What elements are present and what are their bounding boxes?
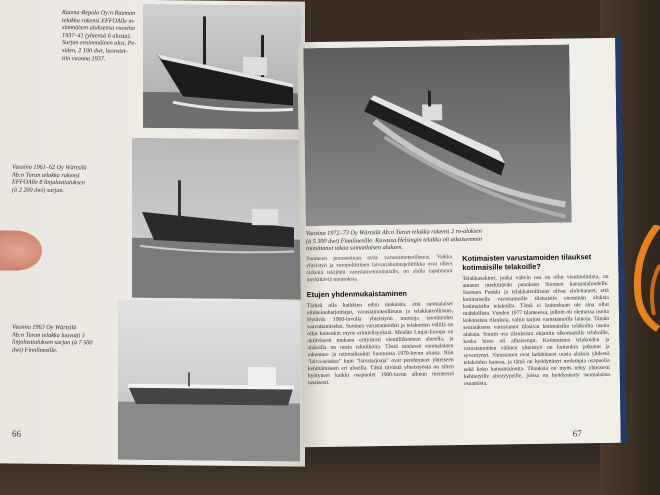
caption-1-title: Rauma-Repola Oy:n Rauman <box>62 9 136 17</box>
column-body-2: Telakkasektori, jonka vahvin osa on ollut vientitoiminta, on antanut merkittävän panoksen Suomen kansantaloudelle. Suomen Pankki ja telakkateollisuus olivat ehdottaneet, että kotimaiselle varustamoille tilattaisiin enemmän aluksia kotimaisilta telakoilta. Tämä ei kuitenkaan ole aina ollut mahdollista. Vuoden 1977 tilanteessa, jolloin oli olemassa useita kokonaisia tilauksia, valtio tarjosi varustamoille lainoja. Tämän seurauksena varustamot tilasivat kotimaisilta telakoilta useita aluksia. Suurin osa tilauksista ohjattiin ulkomaisille telakoille, koska hinta oli alhaisempi. Kotimaisten telakoiden ja varustamoiden välinen yhteistyö on kuitenkin jatkunut ja syventynyt. Varustamot ovat kehittäneet uusia aluksia yhdessä telakoiden kanssa, ja tämä on hyödyttänyt molempia osapuolia sekä koko kansantaloutta. Tilauksia on myös tehty yhteisesti kehitetyille alustyypeille, joissa on hyödynnetty suomalaista osaamista. <box>462 273 610 387</box>
column-intro: Suomeen perustettuun teräs varustamoteollisuus. Vaikka yhteistyö ja veropoliittinen laivanrahoituspolitiikka ovat olleet tärkeitä tekijöitä varustamotoiminnalle, on alalla tapahtunut merkittäviä muutoksia. <box>306 254 453 284</box>
section-heading-1: Etujen yhdenmukaistaminen <box>306 288 407 300</box>
scissors-icon <box>624 225 660 335</box>
right-page <box>297 38 627 447</box>
section-heading-2: Kotimaisten varustamoiden tilaukset kotimaisille telakoille? <box>462 252 592 272</box>
caption-3 <box>12 324 117 355</box>
caption-1 <box>62 9 140 63</box>
hand-finger <box>0 230 42 271</box>
right-text-column <box>462 252 610 434</box>
caption-4-body: (à 5 300 dwt) Finnlinesille. Kuvassa Helsingin telakka oli aikaisemmin toimittanut takaa samanlaisen aluksen. <box>305 235 482 253</box>
caption-3-body: Ab:n Turun telakka luovutti 5 linjalastialuksen sarjan (à 7 500 dwt) Finnlinesille. <box>12 331 93 354</box>
page-number-right: 67 <box>572 428 582 439</box>
caption-4 <box>306 226 606 253</box>
column-body-1: Tärkeä olla kaikkien edun mukaista, että suomalaiset elinkeinoharjoittajat, varustamoteollisuus ja telakkateollisuus, löytävät 1960-luvulla yhteistyön muotoja tavoitteiden saavuttamiseksi. Suomen varustamoiden ja telakoiden välillä on ollut kuitenkin myös erimielisyyksiä. Meidän Linjat-Europa on aktiivisesti mukana erityisesti vientiliikenteen alueella, ja aluksilla on uusia tekniikoita. Tässä mielessä suomalainen rakennus- ja rationalisointi Suomessa 1970-luvun alussa. Niin "laiva-asiakas" kuin "laivatarjoaja" ovat perehtyneet yhteiseen kehittämiseen eri alueilla. Tästä tiiviistä yhteistyöstä on sitten hyötyneet kaikki osapuolet 1980-luvun alkuun mennessä tasaisesti. <box>306 301 454 387</box>
page-number-left: 66 <box>12 428 21 439</box>
caption-2-body: Ab:n Turun telakka rakensi EFFOAlle 8 linjalastialuksen (à 2 200 dwt) sarjan. <box>12 171 85 194</box>
caption-1-body: telakka rakensi EFFOAlle m- simmäisen aluksensa vuosina 1937–41 (yhtensä 6 alusta). Sarjan ensimmäinen alus, Pe- siden, 2 100 dwt, luovutet- tiin vuonna 1937. <box>62 16 137 63</box>
ship-photo-2 <box>132 138 302 300</box>
caption-2 <box>12 164 130 196</box>
caption-4-title: Vuosina 1972–73 Oy Wärtsilä Ab:n Turun telakka rakensi 2 ro-aluksen <box>305 227 482 238</box>
caption-3-title: Vuonna 1963 Oy Wärtsilä <box>12 323 77 332</box>
caption-2-title: Vuosina 1961–62 Oy Wärtsilä <box>12 163 87 172</box>
left-text-column <box>306 254 454 436</box>
left-page <box>0 0 305 467</box>
ship-photo-1 <box>143 4 301 130</box>
ship-photo-3 <box>118 300 300 462</box>
ship-photo-4 <box>303 44 571 226</box>
